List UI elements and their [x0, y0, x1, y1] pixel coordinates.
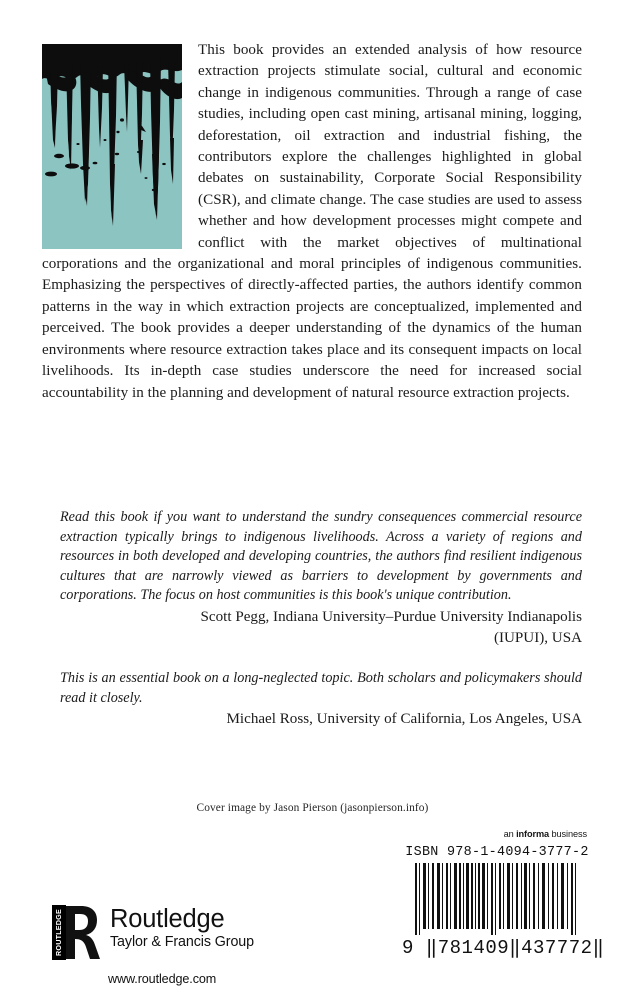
- book-description: This book provides an extended analysis of how resource extraction projects stimulate social, cultural and economic change in indigenous communities. Through a range of case studies, including open cast mining, artisanal mining, logging, deforestation, oil extraction and industrial fishing, the contributors explore the challenges highlighted in global debates on sustainability, Corporate Social Responsibility (CSR), and climate change. The case studies are used to assess whether and how development processes might compete and conflict with the market objectives of multinational corporations and the organizational and moral principles of indigenous communities. Emphasizing the perspectives of directly-affected parties, the authors identify common patterns in the way in which extraction projects are conceptualized, implemented and perceived. The book provides a deeper understanding of the dynamics of the human environments where resource extraction takes place and its consequent impacts on local livelihoods. Its in-depth case studies underscore the need for increased social accountability in the planning and development of natural resource extraction projects.: [42, 42, 582, 401]
- publisher-name: Routledge: [110, 905, 225, 933]
- informa-brand: informa: [516, 829, 550, 839]
- informa-suffix: business: [549, 829, 587, 839]
- publisher-imprint: Taylor & Francis Group: [110, 934, 254, 950]
- endorsement-attribution-line1: Michael Ross, University of California, Los Angeles, USA: [226, 711, 582, 728]
- isbn-block: [402, 845, 605, 959]
- isbn-number: ISBN 978-1-4094-3777-2: [405, 845, 589, 860]
- routledge-mark-icon: [52, 905, 102, 960]
- endorsement-attribution-line1: Scott Pegg, Indiana University–Purdue University Indianapolis: [200, 608, 582, 625]
- barcode-digits: 9 ‖781409‖437772‖: [402, 937, 605, 959]
- informa-strapline: [504, 829, 587, 839]
- cover-image-credit: Cover image by Jason Pierson (jasonpierson.info): [196, 802, 429, 814]
- informa-prefix: an: [503, 829, 517, 839]
- publisher-website[interactable]: www.routledge.com: [108, 972, 217, 986]
- endorsement-attribution: [60, 607, 582, 649]
- cover-thumbnail-image: [42, 44, 182, 249]
- endorsements-section: [60, 508, 582, 746]
- blurb-block: [42, 40, 582, 404]
- forest-silhouette-icon: [42, 44, 182, 249]
- routledge-vertical-label: ROUTLEDGE: [54, 909, 63, 956]
- publisher-wordmark: [110, 905, 254, 951]
- endorsement-attribution-line2: (IUPUI), USA: [493, 629, 582, 646]
- endorsement-quote: This is an essential book on a long-neglected topic. Both scholars and policymakers should read it closely.: [60, 669, 582, 706]
- barcode-icon: [412, 863, 582, 935]
- routledge-r-face-icon: [64, 905, 102, 960]
- endorsement-2: [60, 669, 582, 730]
- publisher-logo: [52, 905, 254, 960]
- endorsement-quote: Read this book if you want to understand the sundry consequences commercial resource extraction typically brings to indigenous livelihoods. Across a variety of regions and resources in both developed and developing countries, the authors find resilient indigenous cultures that are narrowly viewed as barriers to development by governments and corporations. The focus on host communities is this book's unique contribution.: [60, 509, 582, 604]
- endorsement-1: [60, 508, 582, 649]
- endorsement-attribution: [60, 709, 582, 730]
